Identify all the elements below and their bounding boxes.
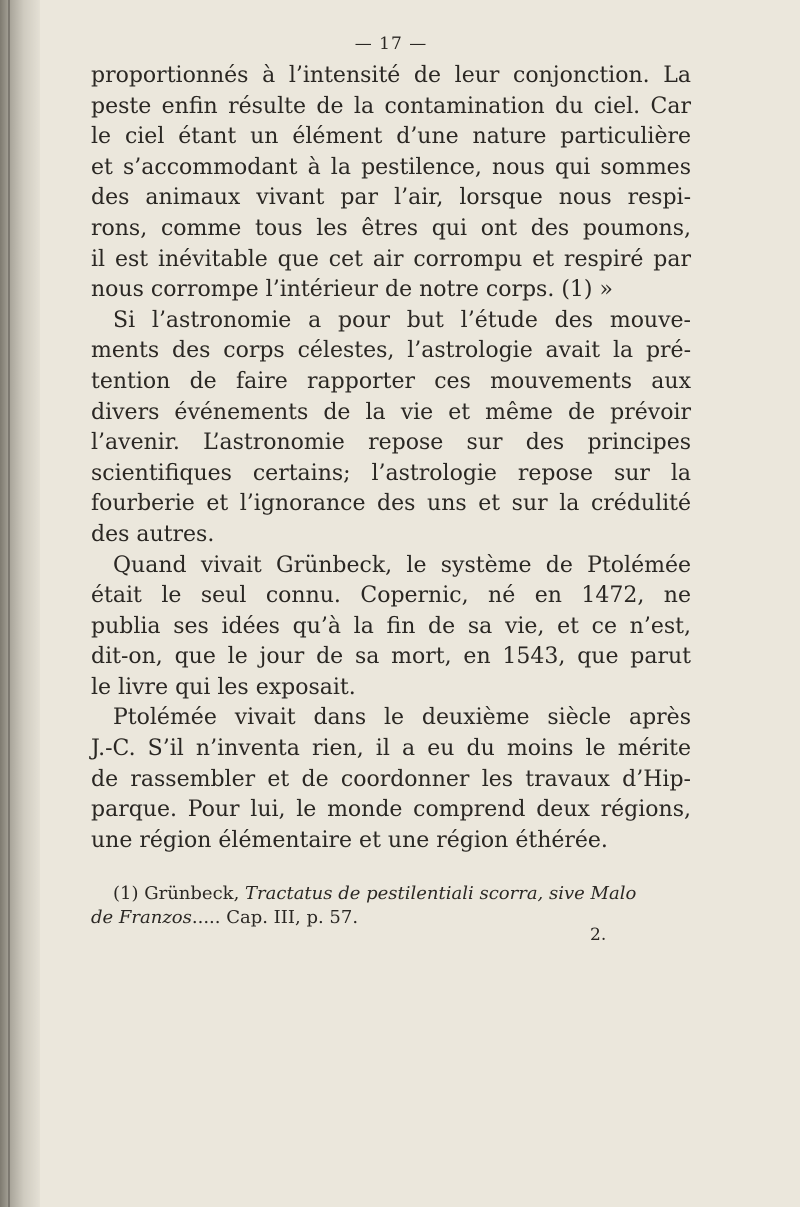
text-line: le ciel étant un élément d’une nature particulière <box>91 124 691 150</box>
text-line: le livre qui les exposait. <box>91 674 356 700</box>
text-line: il est inévitable que cet air corrompu et respiré par <box>91 246 691 272</box>
text-line: fourberie et l’ignorance des uns et sur la crédulité <box>91 491 691 517</box>
footnote <box>91 882 691 930</box>
text-line: Quand vivait Grünbeck, le système de Ptolémée <box>113 552 691 578</box>
footnote-reference: ..... Cap. III, p. 57. <box>191 907 359 929</box>
footnote-marker: (1) <box>113 883 139 905</box>
text-line: parque. Pour lui, le monde comprend deux régions, <box>91 797 691 823</box>
text-line: J.-C. S’il n’inventa rien, il a eu du moins le mérite <box>91 736 691 762</box>
footnote-title: Tractatus de pestilentiali scorra, sive Malo <box>245 883 637 905</box>
footnote-line <box>91 882 691 906</box>
text-line: ments des corps célestes, l’astrologie avait la pré- <box>91 338 691 364</box>
book-page <box>91 30 691 930</box>
text-line: tention de faire rapporter ces mouvements aux <box>91 368 691 394</box>
text-line: rons, comme tous les êtres qui ont des poumons, <box>91 215 691 241</box>
text-line: divers événements de la vie et même de prévoir <box>91 399 691 425</box>
text-line: proportionnés à l’intensité de leur conjonction. La <box>91 63 691 88</box>
text-line: des autres. <box>91 521 215 547</box>
text-line: dit-on, que le jour de sa mort, en 1543, que parut <box>91 644 691 670</box>
text-line: scientifiques certains; l’astrologie repose sur la <box>91 460 691 486</box>
text-line: de rassembler et de coordonner les travaux d’Hip- <box>91 766 691 792</box>
signature-mark: 2. <box>590 925 607 945</box>
binding-edge <box>8 0 10 1207</box>
text-line: nous corrompe l’intérieur de notre corps. (1) » <box>91 277 613 303</box>
page-number: — 17 — <box>354 34 428 54</box>
text-line: Ptolémée vivait dans le deuxième siècle après <box>113 705 691 731</box>
book-gutter-shadow <box>0 0 40 1207</box>
text-line: était le seul connu. Copernic, né en 1472, ne <box>91 583 691 609</box>
text-line: l’avenir. L’astronomie repose sur des principes <box>91 430 691 456</box>
footnote-author: Grünbeck, <box>144 883 240 905</box>
body-text <box>91 61 691 856</box>
text-line: une région élémentaire et une région éthérée. <box>91 827 608 853</box>
text-line: Si l’astronomie a pour but l’étude des mouve- <box>113 307 691 333</box>
footnote-title-continued: de Franzos <box>91 907 192 929</box>
text-line: publia ses idées qu’à la fin de sa vie, et ce n’est, <box>91 613 691 639</box>
text-line: et s’accommodant à la pestilence, nous qui sommes <box>91 154 691 180</box>
text-line: peste enfin résulte de la contamination du ciel. Car <box>91 93 691 119</box>
text-line: des animaux vivant par l’air, lorsque nous respi- <box>91 185 691 211</box>
